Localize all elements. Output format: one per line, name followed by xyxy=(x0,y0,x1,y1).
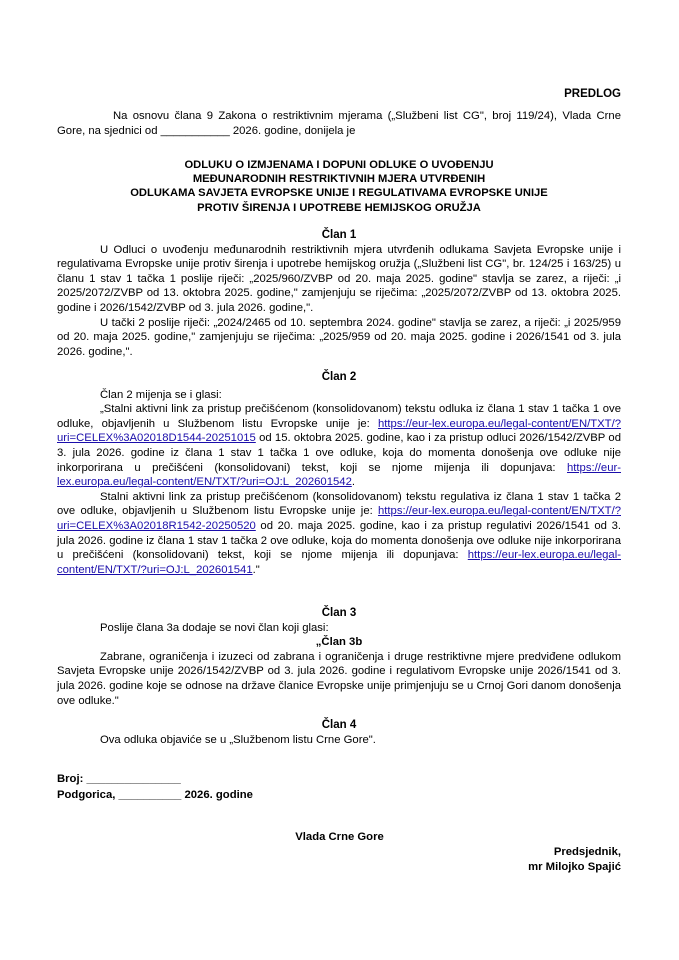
signatory-role: Predsjednik, xyxy=(553,846,621,858)
eurlex-link-regulation-consolidated[interactable]: https://eur-lex.europa.eu/legal-content/EN/TXT/?uri=CELEX%3A02018R1542-20250520 xyxy=(57,505,621,532)
eurlex-link-regulation-2026-1541[interactable]: https://eur-lex.europa.eu/legal-content/EN/TXT/?uri=OJ:L_202601541 xyxy=(57,549,621,576)
government-name: Vlada Crne Gore xyxy=(295,831,384,843)
article-1-paragraph-2: U tački 2 poslije riječi: „2024/2465 od 10. septembra 2024. godine" stavlja se zarez, a riječi: „i 2025/959 od 20. maja 2025. godine," zamjenjuju se riječima: „2025/959 od 20. maja 2025. godine i 2026/1541 od 3. jula 2026. godine,". xyxy=(57,316,621,358)
article-2-paragraph-2 xyxy=(57,490,621,578)
article-1-paragraph-1: U Odluci o uvođenju međunarodnih restriktivnih mjera utvrđenih odlukama Savjeta Evropske unije i regulativama Evropske unije protiv širenja i upotrebe hemijskog oružja („Službeni list CG", br. 124/25 i 163/25) u članu 1 stav 1 tačka 1 poslije riječi: „2025/960/ZVBP od 20. maja 2025. godine" stavlja se zarez, a riječi: „i 2025/2072/ZVBP od 13. oktobra 2025. godine," zamjenjuju se riječima: „2025/2072/ZVBP od 13. oktobra 2025. godine i 2026/1542/ZVBP od 3. jula 2026. godine,". xyxy=(57,243,621,314)
article-2-paragraph-1 xyxy=(57,402,621,490)
intro-paragraph: Na osnovu člana 9 Zakona o restriktivnim mjerama („Službeni list CG", broj 119/24), Vlada Crne Gore, na sjednici od ___________ 2026. godine, donijela je xyxy=(57,110,621,137)
article-1-heading: Član 1 xyxy=(321,229,357,241)
place-and-date: Podgorica, __________ 2026. godine xyxy=(57,789,253,801)
new-article-3b-heading: „Član 3b xyxy=(315,636,363,649)
article-3b-paragraph: Zabrane, ograničenja i izuzeci od zabrana i ograničenja i druge restriktivne mjere predviđene odlukom Savjeta Evropske unije 2026/1542/ZVBP od 3. jula 2026. godine i regulativom Evropske unije 2026/1541 od 3. jula 2026. godine koje se odnose na države članice Evropske unije primjenjuju se u Crnoj Gori danom donošenja ove odluke." xyxy=(57,650,621,707)
article-2-p2-text-a: Stalni aktivni link za pristup prečišćenom (konsolidovanom) tekstu regulativa iz člana 1 stav 1 tačka 2 ove odluke, objavljenih u Službenom listu Evropske unije je: xyxy=(57,490,621,518)
article-2-p2-text-b: od 20. maja 2025. godine, kao i za pristup regulativi 2026/1541 od 3. jula 2026. godine iz člana 1 stav 1 tačka 2 ove odluke, koja do momenta donošenja ove odluke nije inkorporirana u prečišćeni (konsolidovani) tekst, koji se njome mijenja ili dopunjava: xyxy=(57,519,621,562)
article-4-heading: Član 4 xyxy=(321,719,357,731)
document-status-marker: PREDLOG xyxy=(564,88,621,100)
article-3-lead: Poslije člana 3a dodaje se novi član koji glasi: xyxy=(100,621,329,634)
title-line-3: ODLUKAMA SAVJETA EVROPSKE UNIJE I REGULATIVAMA EVROPSKE UNIJE xyxy=(130,187,548,200)
article-3 xyxy=(57,606,621,708)
article-2-heading: Član 2 xyxy=(321,371,357,383)
eurlex-link-decision-2026-1542[interactable]: https://eur-lex.europa.eu/legal-content/EN/TXT/?uri=OJ:L_202601542 xyxy=(57,461,621,489)
article-4-paragraph: Ova odluka objaviće se u „Službenom listu Crne Gore". xyxy=(100,733,376,746)
title-line-1: ODLUKU O IZMJENAMA I DOPUNI ODLUKE O UVOĐENJU xyxy=(184,159,494,171)
article-1 xyxy=(57,228,621,359)
document-title xyxy=(57,158,621,215)
eurlex-link-decision-consolidated[interactable]: https://eur-lex.europa.eu/legal-content/EN/TXT/?uri=CELEX%3A02018D1544-20251015 xyxy=(57,417,621,445)
article-2-p1-text-a: „Stalni aktivni link za pristup prečišćenom (konsolidovanom) tekstu odluka iz člana 1 stav 1 tačka 1 ove odluke, objavljenih u Službenom listu Evropske unije je: xyxy=(57,403,621,430)
document-number: Broj: _______________ xyxy=(57,773,181,785)
article-2-p2-text-c: ." xyxy=(252,563,260,576)
title-line-4: PROTIV ŠIRENJA I UPOTREBE HEMIJSKOG ORUŽJA xyxy=(197,201,481,214)
article-3-heading: Član 3 xyxy=(321,607,357,619)
article-2-lead: Član 2 mijenja se i glasi: xyxy=(100,388,222,401)
article-4 xyxy=(57,718,621,747)
article-2-p1-text-c: . xyxy=(351,476,355,489)
article-2-p1-text-b: od 15. oktobra 2025. godine, kao i za pristup odluci 2026/1542/ZVBP od 3. jula 2026. godine iz člana 1 stav 1 tačka 1 ove odluke, koja do momenta donošenja ove odluke nije inkorporirana u prečišćeni (konsolidovani) tekst, koji se njome mijenja ili dopunjava: xyxy=(57,432,621,474)
title-line-2: MEĐUNARODNIH RESTRIKTIVNIH MJERA UTVRĐENIH xyxy=(192,173,486,186)
signatory-name: mr Milojko Spajić xyxy=(528,861,621,873)
article-2 xyxy=(57,370,621,577)
